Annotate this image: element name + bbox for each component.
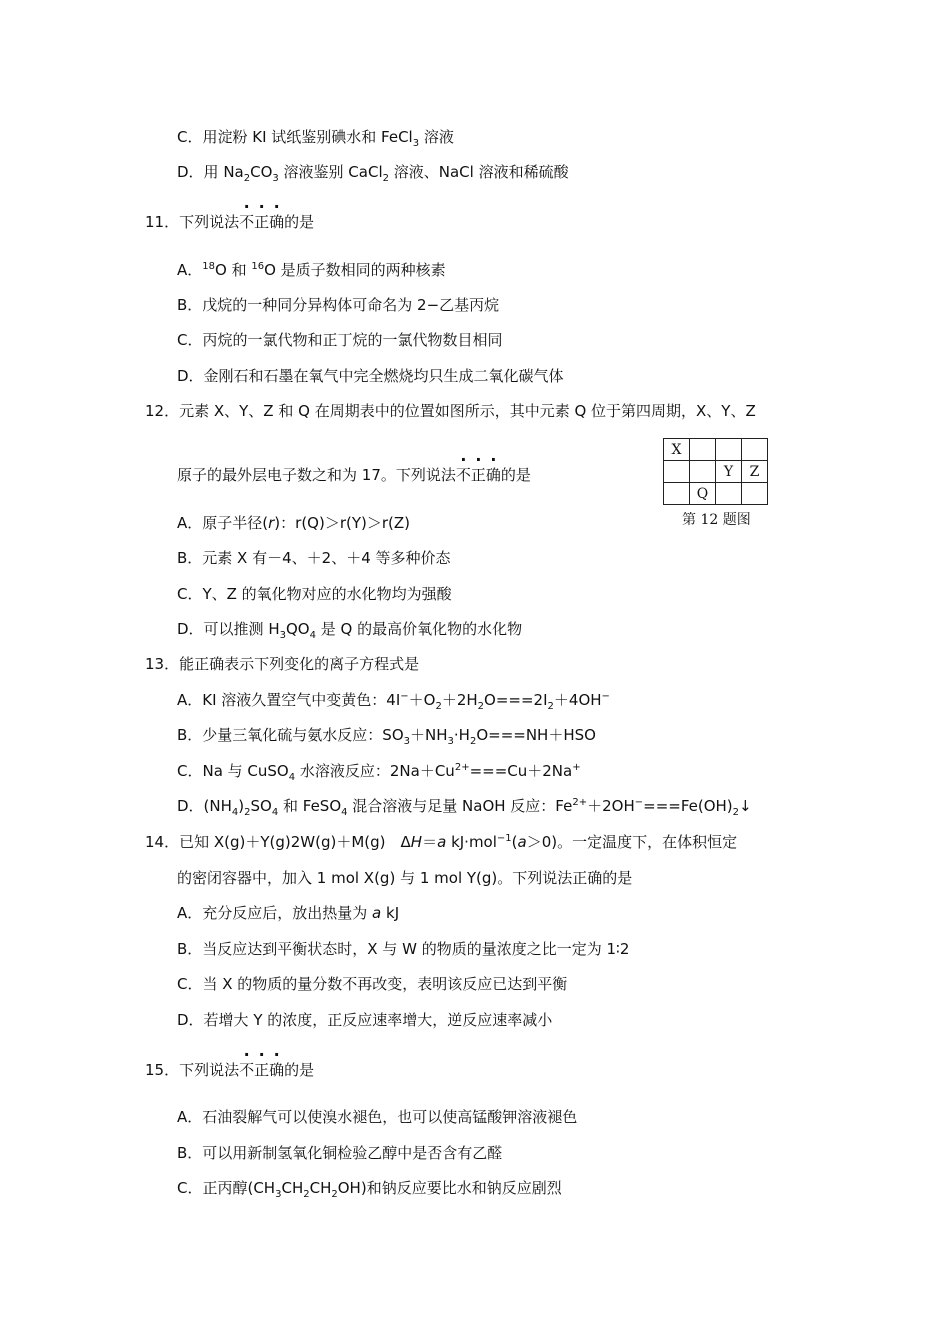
periodic-table-figure bbox=[663, 438, 768, 505]
q14-stem-cont: 的密闭容器中，加入 1 mol X(g) 与 1 mol Y(g)。下列说法正确的是 bbox=[177, 869, 633, 887]
q12-option-c: C．Y、Z 的氧化物对应的水化物均为强酸 bbox=[177, 585, 452, 603]
grid-cell bbox=[742, 483, 768, 505]
q11-option-d: D．金刚石和石墨在氧气中完全燃烧均只生成二氧化碳气体 bbox=[177, 367, 564, 385]
figure-caption: 第 12 题图 bbox=[682, 512, 751, 528]
q10-option-c: C．用淀粉 KI 试纸鉴别碘水和 FeCl$_3$ 溶液 bbox=[177, 128, 454, 149]
q14-option-a: A．充分反应后，放出热量为 a kJ bbox=[177, 904, 400, 922]
grid-cell: Z bbox=[742, 461, 768, 483]
q12-option-a: A．原子半径(r)：r(Q)＞r(Y)＞r(Z) bbox=[177, 514, 411, 532]
q14-stem: 14．已知 X(g)＋Y(g)2W(g)＋M(g) ΔH＝a kJ·mol$^{-1}$(a＞0)。一定温度下，在体积恒定 bbox=[145, 833, 738, 851]
q11-stem: 11．下列说法不正确的是 bbox=[145, 213, 315, 231]
q11-option-b: B．戊烷的一种同分异构体可命名为 2−乙基丙烷 bbox=[177, 296, 500, 314]
grid-cell: Y bbox=[716, 461, 742, 483]
q12-stem: 12．元素 X、Y、Z 和 Q 在周期表中的位置如图所示，其中元素 Q 位于第四周期，X、Y、Z bbox=[145, 402, 756, 420]
q13-option-d: D．$(NH_4)_2SO_4$ 和 FeSO$_4$ 混合溶液与足量 NaOH 反应：$Fe^{2+}+2OH^-===Fe(OH)_2↓$ bbox=[177, 797, 752, 818]
q13-option-a: A．KI 溶液久置空气中变黄色：$4I^-+O_2+2H_2O===2I_2+4OH^-$ bbox=[177, 691, 610, 712]
grid-cell bbox=[664, 461, 690, 483]
q15-option-b: B．可以用新制氢氧化铜检验乙醇中是否含有乙醛 bbox=[177, 1144, 503, 1162]
grid-cell bbox=[716, 439, 742, 461]
q15-option-a: A．石油裂解气可以使溴水褪色，也可以使高锰酸钾溶液褪色 bbox=[177, 1108, 578, 1126]
grid-cell bbox=[690, 461, 716, 483]
q15-option-c: C．正丙醇$(CH_3CH_2CH_2OH)$和钠反应要比水和钠反应剧烈 bbox=[177, 1179, 562, 1200]
q12-option-b: B．元素 X 有－4、＋2、＋4 等多种价态 bbox=[177, 549, 451, 567]
grid-cell: Q bbox=[690, 483, 716, 505]
q13-stem: 13．能正确表示下列变化的离子方程式是 bbox=[145, 655, 420, 673]
grid-cell bbox=[690, 439, 716, 461]
q15-stem: 15．下列说法不正确的是 bbox=[145, 1061, 315, 1079]
q14-option-c: C．当 X 的物质的量分数不再改变，表明该反应已达到平衡 bbox=[177, 975, 568, 993]
q11-option-c: C．丙烷的一氯代物和正丁烷的一氯代物数目相同 bbox=[177, 331, 503, 349]
grid-cell: X bbox=[664, 439, 690, 461]
q12-option-d: D．可以推测 $H_3QO_4$ 是 Q 的最高价氧化物的水化物 bbox=[177, 620, 523, 641]
grid-cell bbox=[716, 483, 742, 505]
q14-option-b: B．当反应达到平衡状态时，X 与 W 的物质的量浓度之比一定为 1∶2 bbox=[177, 940, 630, 958]
q13-option-b: B．少量三氧化硫与氨水反应：$SO_3+NH_3\cdot H_2O===NH+HSO$ bbox=[177, 726, 596, 747]
grid-cell bbox=[742, 439, 768, 461]
q10-option-d: D．用 $Na_2CO_3$ 溶液鉴别 CaCl$_2$ 溶液、NaCl 溶液和稀硫酸 bbox=[177, 163, 569, 184]
q12-stem-cont: 原子的最外层电子数之和为 17。下列说法不正确的是 bbox=[177, 466, 531, 484]
q13-option-c: C．Na 与 CuSO$_4$ 水溶液反应：$2Na+Cu^{2+}===Cu+2Na^+$ bbox=[177, 762, 581, 783]
q11-option-a: A．$^{18}$O 和 $^{16}$O 是质子数相同的两种核素 bbox=[177, 261, 446, 279]
grid-cell bbox=[664, 483, 690, 505]
q14-option-d: D．若增大 Y 的浓度，正反应速率增大，逆反应速率减小 bbox=[177, 1011, 553, 1029]
